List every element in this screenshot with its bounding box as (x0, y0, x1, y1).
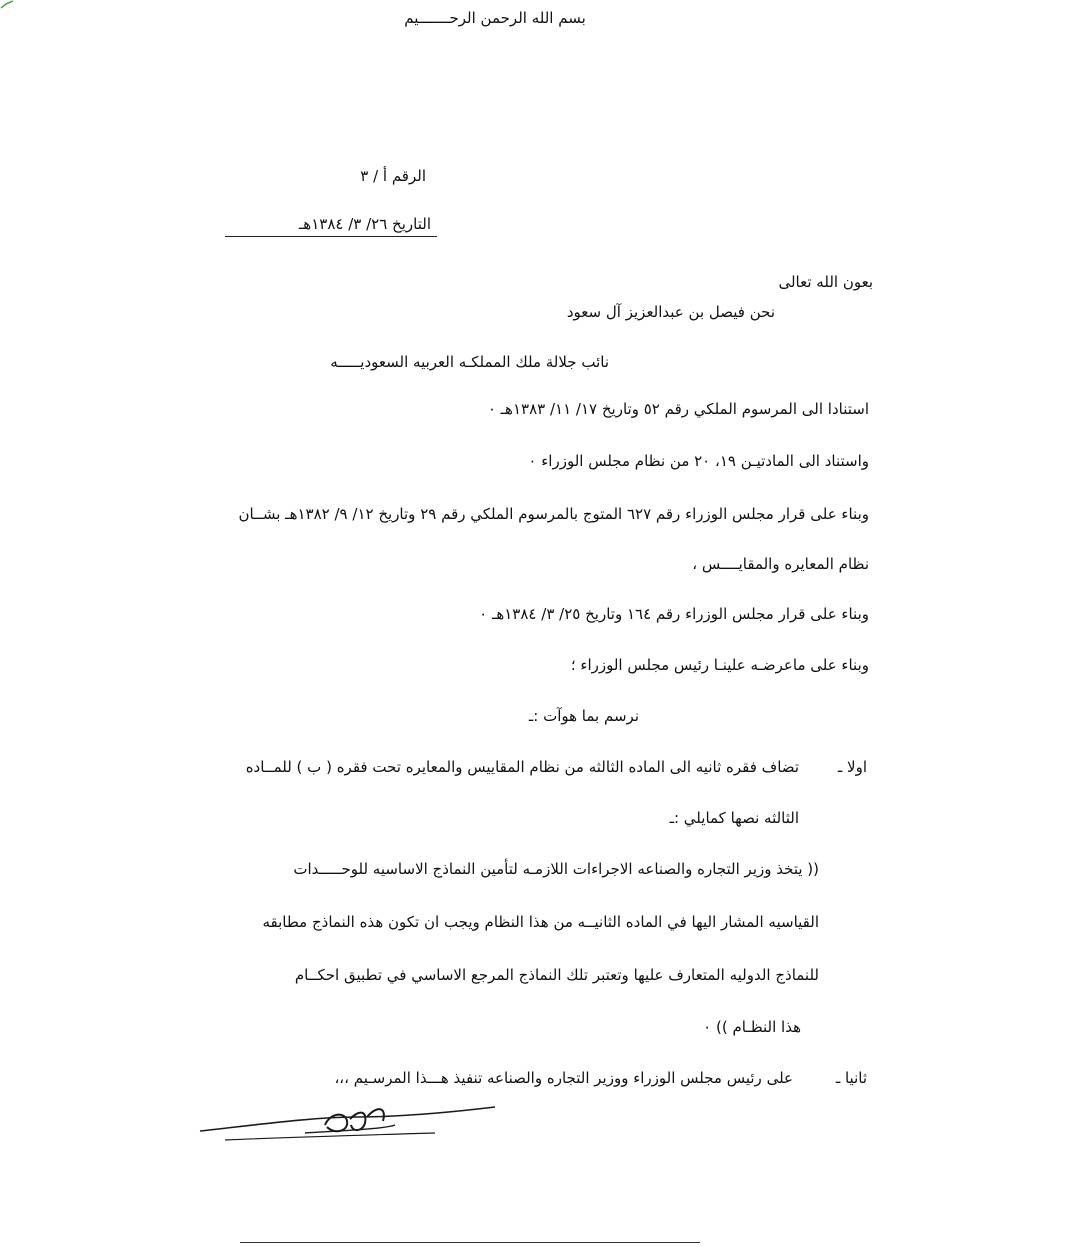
clause-first-quote-3: للنماذج الدوليه المتعارف عليها وتعتبر تلك النماذج المرجع الاساسي في تطبيق احكــام (294, 966, 819, 984)
bismillah-header: بسم الله الرحمن الرحـــــــيم (404, 9, 586, 27)
recital-council-resolution-627: وبناء على قرار مجلس الوزراء رقم ٦٢٧ المتوج بالمرسوم الملكي رقم ٢٩ وتاريخ ١٢/ ٩/ ١٣٨٢هـ بشــان (238, 505, 869, 523)
recital-articles: واستناد الى المادتيـن ١٩، ٢٠ من نظام مجلس الوزراء ٠ (528, 452, 869, 470)
decree-statement: نرسم بما هوآت :ـ (528, 707, 639, 725)
issuer-name: نحن فيصل بن عبدالعزيز آل سعود (566, 303, 775, 321)
clause-second-line-1: على رئيس مجلس الوزراء ووزير التجاره والصناعه تنفيذ هـــذا المرسـيم ،،، (334, 1069, 793, 1087)
clause-first-quote-2: القياسيه المشار اليها في الماده الثانيــه من هذا النظام ويجب ان تكون هذه النماذج مطابقه (262, 913, 819, 931)
issuer-title: نائب جلالة ملك المملكـه العربيه السعوديـــــه (330, 353, 609, 371)
recital-council-resolution-164: وبناء على قرار مجلس الوزراء رقم ١٦٤ وتاريخ ٢٥/ ٣/ ١٣٨٤هـ ٠ (479, 605, 869, 623)
clause-first-quote-1: (( يتخذ وزير التجاره والصناعه الاجراءات اللازمـه لتأمين النماذج الاساسيه للوحـــــدات (293, 860, 819, 878)
recital-prime-minister: وبناء على ماعرضـه علينـا رئيس مجلس الوزراء ؛ (570, 656, 869, 674)
clause-first-line-1: تضاف فقره ثانيه الى الماده الثالثه من نظام المقاييس والمعايره تحت فقره ( ب ) للمــاده (245, 758, 799, 776)
corner-check-mark (0, 0, 14, 10)
opening-invocation: بعون الله تعالى (778, 273, 873, 291)
clause-second-label: ثانيا ـ (835, 1069, 867, 1087)
recital-royal-decree: استنادا الى المرسوم الملكي رقم ٥٢ وتاريخ ١٧/ ١١/ ١٣٨٣هـ ٠ (487, 400, 869, 418)
reference-date: التاريخ ٢٦/ ٣/ ١٣٨٤هـ (298, 215, 431, 233)
clause-first-line-2: الثالثه نصها كمايلي :ـ (669, 809, 799, 827)
date-underline (225, 236, 437, 237)
reference-number: الرقم أ / ٣ (360, 167, 426, 185)
handwritten-signature (195, 1095, 525, 1165)
clause-first-quote-4: هذا النظـام )) ٠ (703, 1018, 801, 1036)
footer-rule (240, 1242, 700, 1243)
recital-standards-system: نظام المعايره والمقايــــس ، (692, 555, 869, 573)
clause-first-label: اولا ـ (837, 758, 867, 776)
